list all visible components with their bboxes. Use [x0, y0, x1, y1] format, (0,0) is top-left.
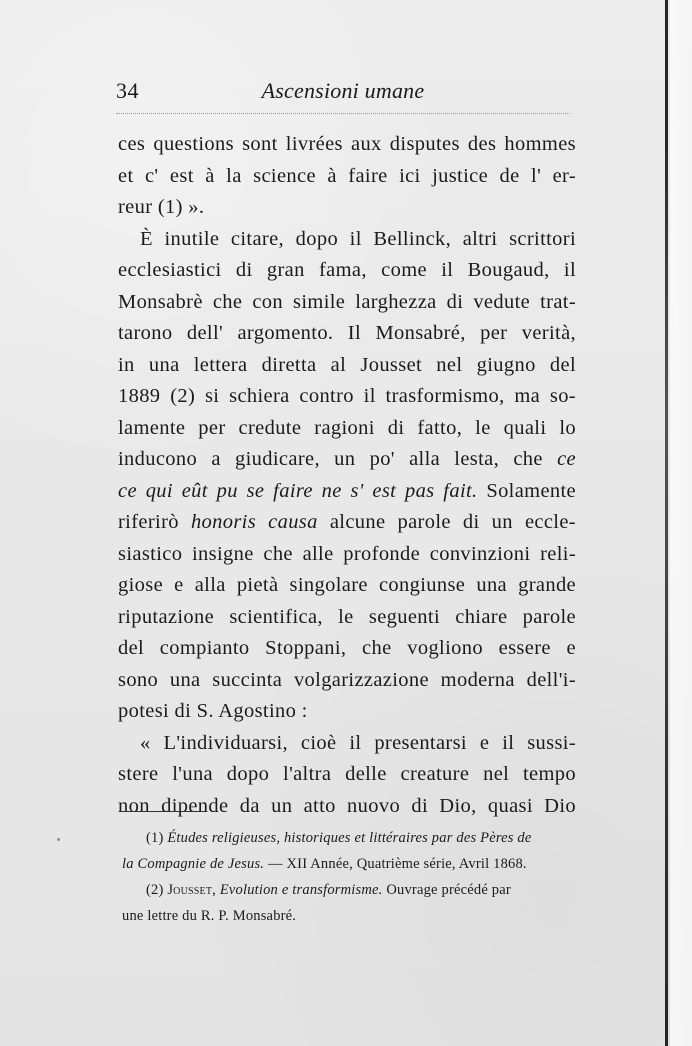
text-line-2: et c' est à la science à faire ici justice de l' er-: [118, 164, 576, 187]
text-line-7: tarono dell' argomento. Il Monsabré, per verità,: [118, 322, 576, 344]
text-line-3: reur (1) ».: [118, 196, 205, 218]
footnote-2-title: Evolution e transformisme.: [219, 882, 383, 898]
text-line-11: [118, 444, 576, 476]
text-line-11-main: inducono a giudicare, un po' alla lesta, che: [118, 448, 543, 470]
footnote-2-rest: Ouvrage précédé par: [386, 882, 511, 898]
running-title: Ascensioni umane: [261, 78, 425, 103]
text-line-10: lamente per credute ragioni di fatto, le quali lo: [118, 416, 576, 439]
text-line-14: siastico insigne che alle profonde convinzioni reli-: [118, 542, 576, 565]
text-line-17: del compianto Stoppani, che vogliono essere e: [118, 637, 576, 659]
quoted-french-phrase: ce qui eût pu se faire ne s' est pas fait.: [118, 479, 478, 502]
footnote-2-line-1: [122, 877, 582, 903]
footnote-1-title: Études religieuses, historiques et littéraires par des Pères de: [167, 830, 532, 846]
header-rule: [116, 113, 570, 114]
footnote-1-line-2: [122, 851, 582, 877]
text-line-19: potesi di S. Agostino :: [118, 700, 308, 722]
text-line-22: non dipende da un atto nuovo di Dio, quasi Dio: [118, 794, 576, 817]
footnote-1-line-1: [122, 825, 582, 851]
text-line-21: stere l'una dopo l'altra delle creature nel tempo: [118, 763, 576, 785]
footnote-2-author: Jousset,: [167, 882, 216, 898]
text-line-1: ces questions sont livrées aux disputes des hommes: [118, 133, 576, 155]
text-line-13-end: alcune parole di un eccle-: [329, 511, 576, 533]
scan-speck: [57, 838, 60, 841]
text-line-18: sono una succinta volgarizzazione moderna dell'i-: [118, 668, 576, 691]
text-line-12: [118, 476, 576, 508]
footnote-2-marker: (2): [146, 882, 164, 898]
footnotes: [122, 825, 582, 929]
text-line-11-italic: ce: [557, 448, 576, 470]
honoris-causa: honoris causa: [190, 511, 318, 533]
page-header: [116, 80, 570, 110]
text-line-6: Monsabrè che con simile larghezza di vedute trat-: [118, 290, 576, 313]
text-line-20: « L'individuarsi, cioè il presentarsi e il sussi-: [140, 731, 576, 754]
text-line-8: in una lettera diretta al Jousset nel giugno del: [118, 353, 576, 376]
page-binding-edge: [665, 0, 668, 1046]
text-line-9: 1889 (2) si schiera contro il trasformismo, ma so-: [118, 385, 576, 407]
footnote-1-line-2-italic: la Compagnie de Jesus.: [122, 856, 265, 872]
main-text: [118, 129, 576, 822]
text-line-16: riputazione scientifica, le seguenti chiare parole: [118, 605, 576, 628]
text-line-4: È inutile citare, dopo il Bellinck, altri scrittori: [140, 227, 576, 250]
footnote-1-marker: (1): [146, 830, 164, 846]
text-line-5: ecclesiastici di gran fama, come il Bougaud, il: [118, 259, 576, 281]
text-line-13-start: riferirò: [118, 511, 179, 533]
footnote-2-line-2: une lettre du R. P. Monsabré.: [122, 908, 297, 924]
footnote-1-line-2-rest: — XII Année, Quatrième série, Avril 1868.: [267, 856, 527, 872]
text-line-12-end: Solamente: [486, 479, 576, 502]
page-number: 34: [116, 78, 139, 103]
footnote-rule: [119, 811, 205, 812]
text-line-15: giose e alla pietà singolare congiunse una grande: [118, 574, 576, 596]
text-line-13: [118, 507, 576, 539]
page-edge-shadow: [670, 0, 692, 1046]
